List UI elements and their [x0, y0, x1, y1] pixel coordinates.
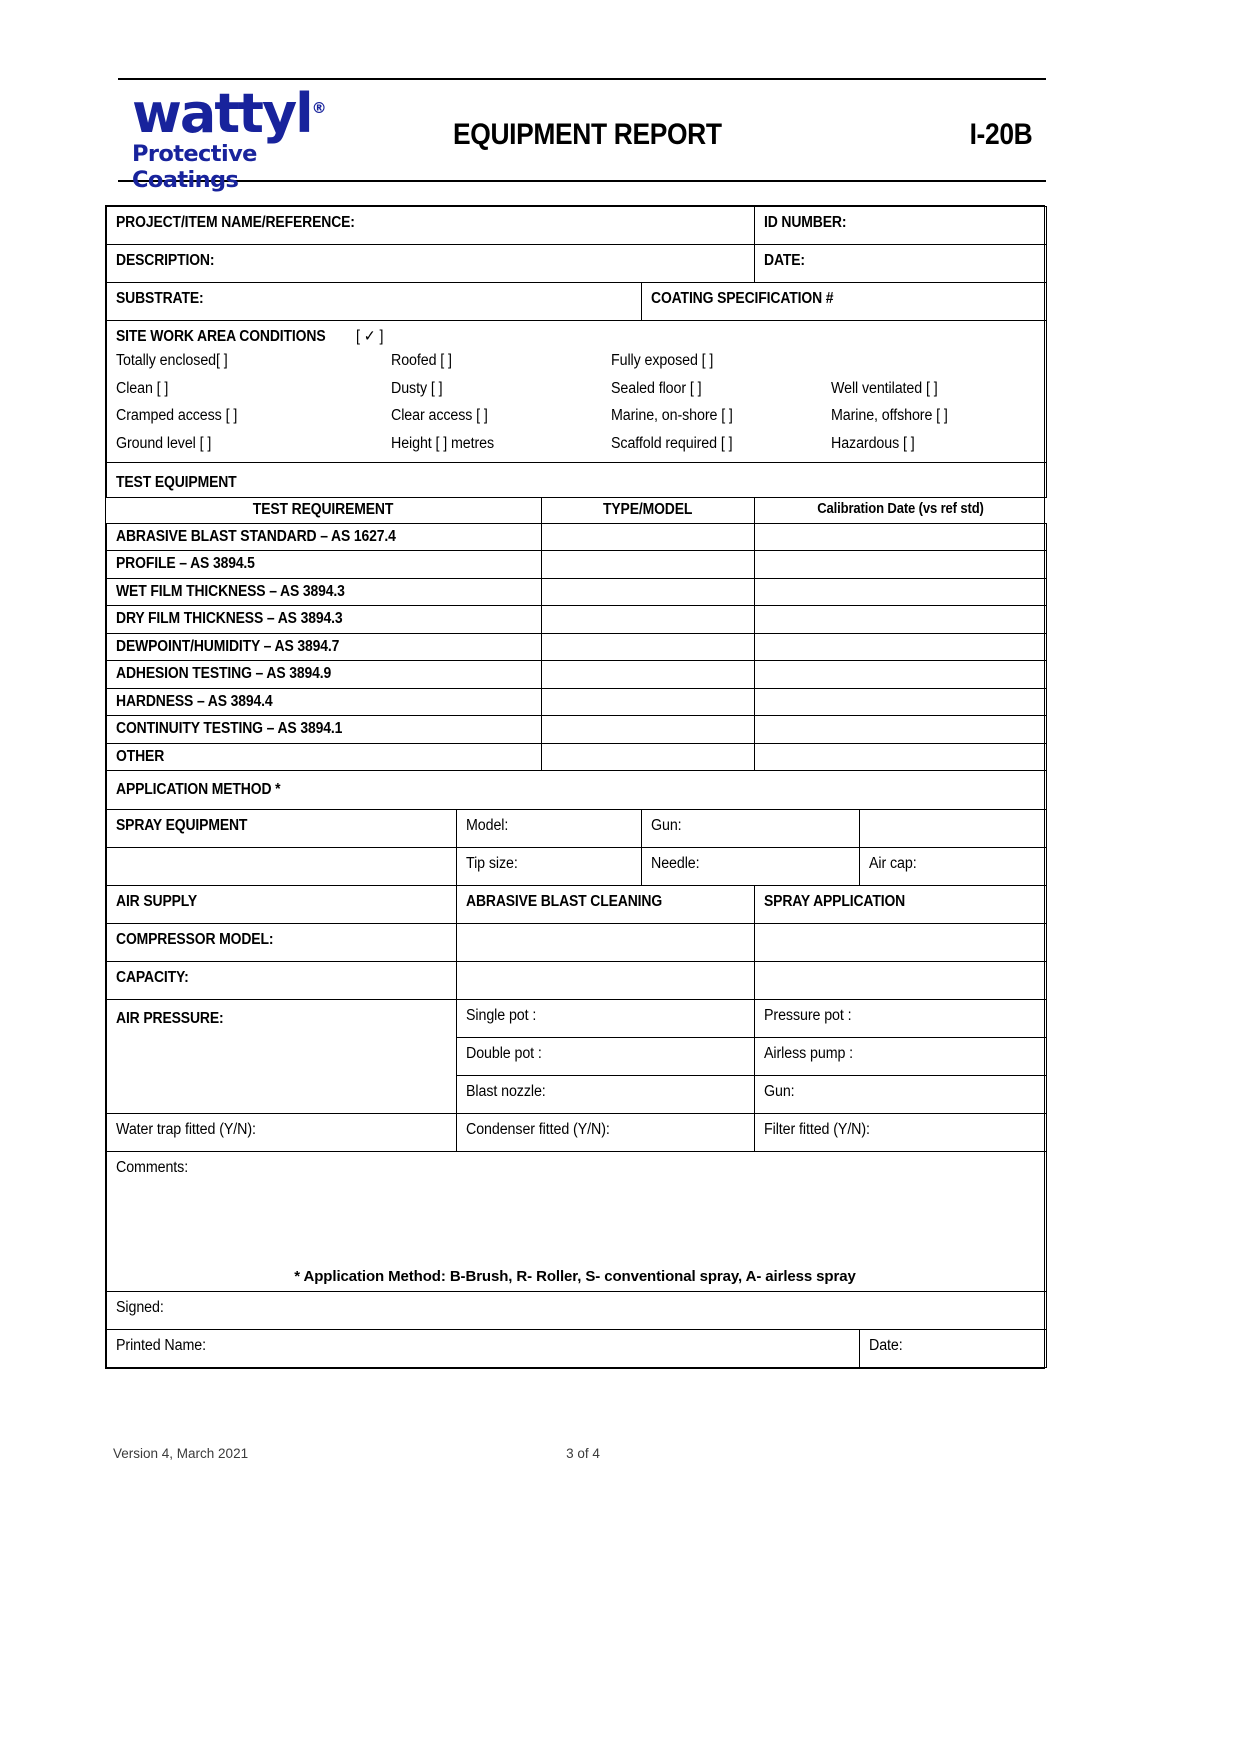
column-header-type-model: TYPE/MODEL: [602, 501, 693, 519]
tip-size-cell[interactable]: [456, 847, 641, 885]
condition-label: Clear access [ ]: [391, 407, 488, 425]
table-row: [107, 1329, 1047, 1367]
condition-item[interactable]: [391, 406, 611, 425]
air-pressure-label: AIR PRESSURE:: [116, 1009, 224, 1027]
comments-label: Comments:: [116, 1158, 189, 1176]
test-requirement-cell: [107, 743, 542, 771]
test-requirement-cell: [107, 688, 542, 716]
calibration-date-header-cell: [754, 498, 1046, 523]
condition-item[interactable]: [391, 351, 611, 370]
table-row: [107, 885, 1047, 923]
test-requirement-label: PROFILE – AS 3894.5: [116, 555, 255, 573]
table-row: [107, 245, 1047, 283]
calibration-date-cell[interactable]: [754, 606, 1046, 634]
test-requirement-cell: [107, 551, 542, 579]
site-conditions-title: [116, 327, 1037, 346]
calibration-date-cell[interactable]: [754, 661, 1046, 689]
model-cell[interactable]: [456, 809, 641, 847]
table-row: [107, 207, 1047, 245]
document-header: [118, 78, 1046, 194]
footer-version: Version 4, March 2021: [113, 1446, 249, 1461]
condition-label: Scaffold required [ ]: [611, 434, 733, 452]
test-requirement-label: OTHER: [116, 747, 165, 765]
table-row: [107, 999, 1047, 1037]
gun-pressure-cell[interactable]: [754, 1075, 1046, 1113]
filter-cell[interactable]: [754, 1113, 1046, 1151]
footer-page-number: 3 of 4: [566, 1446, 600, 1461]
water-trap-cell[interactable]: [107, 1113, 457, 1151]
calibration-date-cell[interactable]: [754, 633, 1046, 661]
water-trap-label: Water trap fitted (Y/N):: [116, 1120, 256, 1138]
logo-wordmark-text: wattyl: [132, 82, 312, 145]
test-equipment-header-row: [107, 498, 1047, 523]
description-cell[interactable]: [107, 245, 755, 283]
condition-item[interactable]: [391, 379, 611, 398]
condition-label: Clean [ ]: [116, 379, 169, 397]
id-number-cell[interactable]: [754, 207, 1046, 245]
test-requirement-label: CONTINUITY TESTING – AS 3894.1: [116, 720, 343, 738]
condition-label: Sealed floor [ ]: [611, 379, 702, 397]
calibration-date-cell[interactable]: [754, 523, 1046, 551]
test-requirement-cell: [107, 578, 542, 606]
test-equipment-section-label: TEST EQUIPMENT: [116, 473, 237, 491]
abrasive-blast-cleaning-label: ABRASIVE BLAST CLEANING: [465, 892, 662, 910]
gun-cell[interactable]: [641, 809, 859, 847]
condition-label: Marine, offshore [ ]: [831, 407, 948, 425]
printed-name-label: Printed Name:: [116, 1336, 206, 1354]
compressor-model-cell: [107, 923, 457, 961]
condition-item[interactable]: [611, 434, 831, 453]
model-label: Model:: [465, 816, 508, 834]
needle-cell[interactable]: [641, 847, 859, 885]
type-model-cell[interactable]: [541, 661, 754, 689]
calibration-date-cell[interactable]: [754, 578, 1046, 606]
air-supply-cell: [107, 885, 457, 923]
condition-item[interactable]: [611, 406, 831, 425]
test-requirement-cell: [107, 716, 542, 744]
type-model-cell[interactable]: [541, 633, 754, 661]
signature-date-cell[interactable]: [859, 1329, 1046, 1367]
table-row: [107, 743, 1047, 771]
condition-label: Roofed [ ]: [391, 352, 452, 370]
document-code: I-20B: [969, 118, 1032, 151]
blast-nozzle-label: Blast nozzle:: [465, 1082, 546, 1100]
pressure-pot-label: Pressure pot :: [763, 1006, 852, 1024]
table-row: [107, 661, 1047, 689]
test-requirement-label: WET FILM THICKNESS – AS 3894.3: [116, 582, 345, 600]
single-pot-label: Single pot :: [465, 1006, 536, 1024]
wattyl-logo: [132, 82, 362, 194]
condition-label: Marine, on-shore [ ]: [611, 407, 733, 425]
condition-label: Dusty [ ]: [391, 379, 443, 397]
capacity-spray-input[interactable]: [754, 961, 1046, 999]
double-pot-label: Double pot :: [465, 1044, 542, 1062]
table-row: [107, 923, 1047, 961]
type-model-cell[interactable]: [541, 578, 754, 606]
test-requirement-label: HARDNESS – AS 3894.4: [116, 692, 273, 710]
table-row: [107, 1113, 1047, 1151]
test-requirement-label: ABRASIVE BLAST STANDARD – AS 1627.4: [116, 527, 396, 545]
calibration-date-cell[interactable]: [754, 716, 1046, 744]
air-cap-cell[interactable]: [859, 847, 1046, 885]
condition-item[interactable]: [831, 434, 1037, 453]
column-header-test-requirement: TEST REQUIREMENT: [253, 501, 394, 519]
equipment-report-form: [105, 205, 1045, 1369]
id-number-label: ID NUMBER:: [763, 214, 846, 231]
type-model-cell[interactable]: [541, 606, 754, 634]
condition-item[interactable]: [116, 351, 391, 370]
pressure-pot-cell[interactable]: [754, 999, 1046, 1037]
page-title: EQUIPMENT REPORT: [453, 118, 722, 151]
condition-item[interactable]: [391, 434, 611, 453]
date-label: DATE:: [763, 252, 805, 269]
table-row: [107, 551, 1047, 579]
date-cell[interactable]: [754, 245, 1046, 283]
table-row: [107, 578, 1047, 606]
type-model-cell[interactable]: [541, 551, 754, 579]
gun-label: Gun:: [763, 1082, 795, 1100]
air-supply-label: AIR SUPPLY: [116, 892, 198, 910]
application-method-label: APPLICATION METHOD *: [116, 781, 281, 799]
coating-specification-label: COATING SPECIFICATION #: [650, 290, 833, 307]
test-requirement-header-cell: [107, 498, 542, 523]
capacity-label: CAPACITY:: [116, 968, 189, 986]
air-cap-label: Air cap:: [868, 854, 917, 872]
application-method-row: [107, 771, 1047, 809]
page-footer: [113, 1446, 1043, 1461]
capacity-cell: [107, 961, 457, 999]
spray-blank-cell[interactable]: [859, 809, 1046, 847]
substrate-label: SUBSTRATE:: [116, 290, 204, 307]
airless-pump-label: Airless pump :: [763, 1044, 853, 1062]
signed-label: Signed:: [116, 1298, 164, 1316]
condition-label: Totally enclosed[ ]: [116, 352, 228, 370]
condition-item[interactable]: [831, 406, 1037, 425]
site-conditions-row: [107, 321, 1047, 463]
condition-label: Height [ ] metres: [391, 434, 495, 452]
filter-label: Filter fitted (Y/N):: [763, 1120, 870, 1138]
condition-item[interactable]: [116, 406, 391, 425]
spray-application-cell: [754, 885, 1046, 923]
calibration-date-cell[interactable]: [754, 688, 1046, 716]
logo-subtitle: Protective Coatings: [132, 141, 257, 194]
compressor-model-blast-input[interactable]: [456, 923, 754, 961]
application-method-footnote: * Application Method: B-Brush, R- Roller, S- conventional spray, A- airless spray: [294, 1268, 856, 1285]
needle-label: Needle:: [650, 854, 700, 872]
table-row: [107, 847, 1047, 885]
condition-item[interactable]: [116, 379, 391, 398]
condition-label: Fully exposed [ ]: [611, 352, 714, 370]
condition-item[interactable]: [611, 379, 831, 398]
signed-cell[interactable]: [107, 1291, 1047, 1329]
project-name-label: PROJECT/ITEM NAME/REFERENCE:: [116, 214, 355, 231]
table-row: [107, 633, 1047, 661]
project-name-cell[interactable]: [107, 207, 755, 245]
column-header-calibration-date: Calibration Date (vs ref std): [817, 501, 984, 518]
check-hint: [ ✓ ]: [355, 328, 384, 345]
table-row: [107, 523, 1047, 551]
abrasive-blast-cleaning-cell: [456, 885, 754, 923]
type-model-header-cell: [541, 498, 754, 523]
test-requirement-cell: [107, 661, 542, 689]
type-model-cell[interactable]: [541, 743, 754, 771]
test-requirement-label: DEWPOINT/HUMIDITY – AS 3894.7: [116, 637, 340, 655]
blast-nozzle-cell[interactable]: [456, 1075, 754, 1113]
type-model-cell[interactable]: [541, 716, 754, 744]
test-requirement-label: DRY FILM THICKNESS – AS 3894.3: [116, 610, 343, 628]
test-requirement-cell: [107, 523, 542, 551]
gun-label: Gun:: [650, 816, 682, 834]
spray-application-label: SPRAY APPLICATION: [763, 892, 905, 910]
tip-size-label: Tip size:: [465, 854, 518, 872]
condition-label: Cramped access [ ]: [116, 407, 238, 425]
type-model-cell[interactable]: [541, 523, 754, 551]
compressor-model-spray-input[interactable]: [754, 923, 1046, 961]
condition-item: [831, 351, 1037, 370]
logo-wordmark: [132, 82, 327, 145]
condenser-label: Condenser fitted (Y/N):: [465, 1120, 610, 1138]
table-row: [107, 809, 1047, 847]
test-requirement-label: ADHESION TESTING – AS 3894.9: [116, 665, 332, 683]
spray-equipment-cell: [107, 809, 457, 847]
air-pressure-cell: [107, 999, 457, 1113]
condition-item[interactable]: [611, 351, 831, 370]
registered-trademark-icon: ®: [311, 99, 327, 117]
table-row: [107, 606, 1047, 634]
condition-label: Ground level [ ]: [116, 434, 212, 452]
coating-specification-cell[interactable]: [641, 283, 1046, 321]
signature-date-label: Date:: [868, 1336, 903, 1354]
condition-item[interactable]: [831, 379, 1037, 398]
test-equipment-section-cell: [107, 462, 1047, 497]
site-conditions-cell: [107, 321, 1047, 463]
form-table: [106, 206, 1047, 1368]
compressor-model-label: COMPRESSOR MODEL:: [116, 930, 274, 948]
table-row: [107, 716, 1047, 744]
condenser-cell[interactable]: [456, 1113, 754, 1151]
application-method-cell: [107, 771, 1047, 809]
substrate-cell[interactable]: [107, 283, 642, 321]
single-pot-cell[interactable]: [456, 999, 754, 1037]
table-row: [107, 961, 1047, 999]
condition-label: Well ventilated [ ]: [831, 379, 938, 397]
description-label: DESCRIPTION:: [116, 252, 215, 269]
site-conditions-grid: [116, 351, 1037, 453]
test-requirement-cell: [107, 606, 542, 634]
condition-label: Hazardous [ ]: [831, 434, 915, 452]
table-row: [107, 283, 1047, 321]
test-equipment-section-row: [107, 462, 1047, 497]
condition-item[interactable]: [116, 434, 391, 453]
double-pot-cell[interactable]: [456, 1037, 754, 1075]
calibration-date-cell[interactable]: [754, 551, 1046, 579]
calibration-date-cell[interactable]: [754, 743, 1046, 771]
spray-equipment-blank-cell[interactable]: [107, 847, 457, 885]
test-requirement-cell: [107, 633, 542, 661]
airless-pump-cell[interactable]: [754, 1037, 1046, 1075]
table-row: [107, 1291, 1047, 1329]
spray-equipment-label: SPRAY EQUIPMENT: [116, 816, 248, 834]
capacity-blast-input[interactable]: [456, 961, 754, 999]
table-row: [107, 688, 1047, 716]
type-model-cell[interactable]: [541, 688, 754, 716]
site-conditions-title-text: SITE WORK AREA CONDITIONS: [116, 328, 326, 345]
printed-name-cell[interactable]: [107, 1329, 860, 1367]
